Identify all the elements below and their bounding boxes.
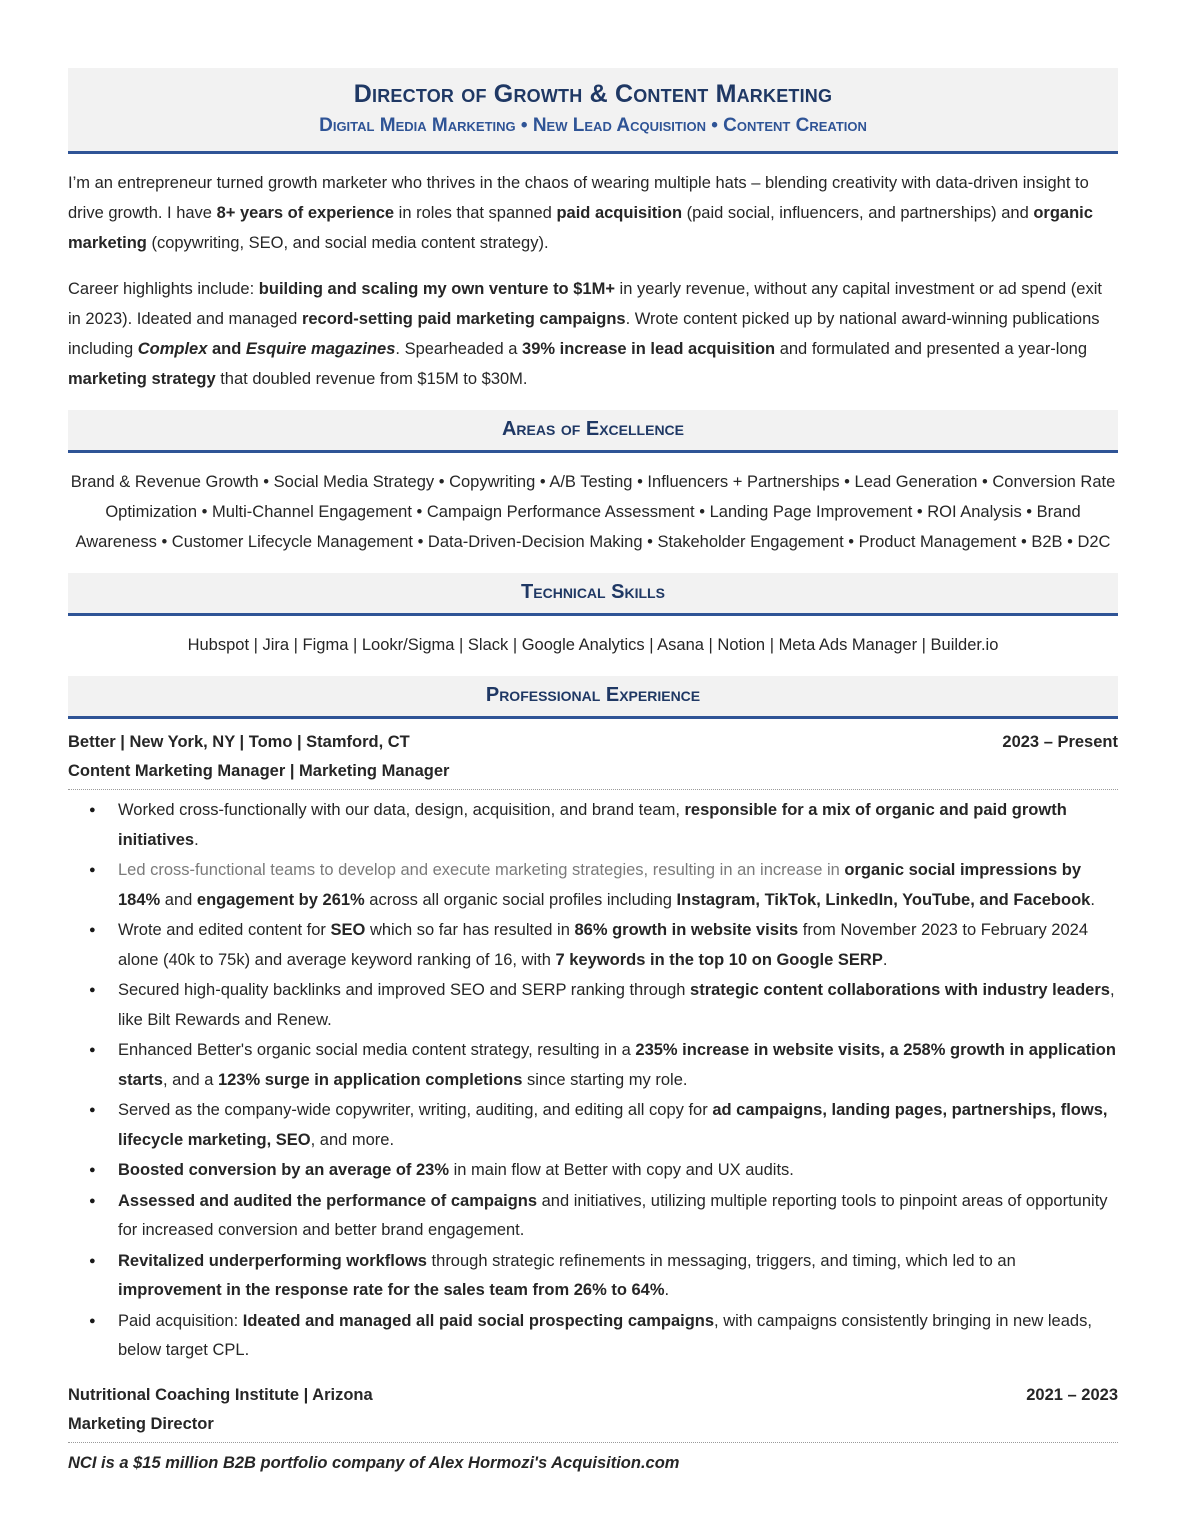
text-run: and formulated and presented a year-long [775,340,1087,358]
bullet-item [68,1307,1118,1366]
text-run: across all organic social profiles including [364,890,677,909]
text-run: Assessed and audited the performance of campaigns [118,1191,538,1210]
bullet-item [68,1156,1118,1186]
text-run: Paid acquisition: [118,1311,243,1330]
text-run: in roles that spanned [394,204,557,222]
job-dates: 2021 – 2023 [1026,1385,1118,1404]
text-run: record-setting paid marketing campaigns [301,310,626,328]
page-title: Director of Growth & Content Marketing [353,80,833,108]
company-line: Nutritional Coaching Institute | Arizona [68,1385,373,1404]
company-note [68,1449,1118,1477]
text-run: Complex [137,340,208,358]
job-nci [68,1380,1118,1477]
text-run: responsible for a mix of organic and paid growth initiatives [118,801,1067,849]
text-run: . Wrote content picked up by national award-winning publications including [68,310,1100,358]
bullet-item [68,1247,1118,1306]
text-run: organic social impressions by 184% [118,861,1081,909]
text-run: in main flow at Better with copy and UX audits. [449,1161,794,1179]
technical-skills-list: Hubspot | Jira | Figma | Lookr/Sigma | Slack | Google Analytics | Asana | Notion | Meta Ads Manager | Builder.io [187,636,999,654]
section-band-experience [68,676,1118,719]
text-run: 123% surge in application completions [218,1070,523,1089]
job-header-row [68,1380,1118,1410]
text-run: which so far has resulted in [365,921,575,939]
text-run: (copywriting, SEO, and social media content strategy). [146,234,549,252]
text-run: . [664,1281,670,1299]
section-band-skills [68,573,1118,616]
text-run: , with campaigns consistently bringing in new leads, below target CPL. [118,1311,1092,1359]
text-run: NCI is a $15 million B2B portfolio company of Alex Hormozi's Acquisition.com [68,1453,680,1472]
text-run: . [194,830,199,849]
text-run: in yearly revenue, without any capital investment or ad spend (exit in 2023). Ideated and managed [68,280,1102,328]
text-run: and [160,890,197,909]
text-run: . [1090,890,1095,909]
text-run: 235% increase in website visits, a 258% growth in application starts [118,1041,1116,1089]
text-run: Led cross-functional teams to develop and execute marketing strategies, resulting in an increase in [118,861,845,879]
text-run: Served as the company-wide copywriter, writing, auditing, and editing all copy for [118,1101,713,1119]
text-run: Worked cross-functionally with our data, design, acquisition, and brand team, [118,801,685,819]
bullet-item [68,1036,1118,1095]
role-line: Marketing Director [68,1414,214,1433]
text-run: and initiatives, utilizing multiple reporting tools to pinpoint areas of opportunity for increased conversion and better brand engagement. [118,1191,1108,1239]
summary-paragraph-2 [68,274,1118,394]
text-run: organic marketing [68,204,1093,252]
text-run: I’m an entrepreneur turned growth marketer who thrives in the chaos of wearing multiple hats – blending creativity with data-driven insight to drive growth. I have [68,174,1089,222]
text-run: from November 2023 to February 2024 alone (40k to 75k) and average keyword ranking of 16, with [118,921,1089,969]
text-run: and [207,340,246,358]
text-run: 8+ years of experience [216,204,395,222]
bullet-item [68,976,1118,1035]
text-run: , like Bilt Rewards and Renew. [118,981,1115,1029]
bullet-item [68,1187,1118,1246]
text-run: building and scaling my own venture to $1M+ [258,280,615,298]
job-better [68,727,1118,1366]
header-band [68,68,1118,154]
bullet-item [68,796,1118,855]
job-dates: 2023 – Present [1002,733,1118,751]
text-run: Instagram, TikTok, LinkedIn, YouTube, and Facebook [676,890,1091,909]
text-run: that doubled revenue from $15M to $30M. [215,370,528,388]
bullet-item [68,1096,1118,1155]
text-run: 39% increase in lead acquisition [522,340,776,358]
text-run: 7 keywords in the top 10 on Google SERP [555,950,883,969]
text-run: since starting my role. [522,1070,688,1089]
dotted-divider [68,1442,1118,1443]
professional-experience-title: Professional Experience [485,684,701,706]
company-line: Better | New York, NY | Tomo | Stamford, CT [68,733,410,751]
job-bullets [68,796,1118,1366]
role-line: Content Marketing Manager | Marketing Manager [68,762,450,780]
text-run: Career highlights include: [68,280,259,298]
summary-paragraph-1 [68,168,1118,258]
text-run: improvement in the response rate for the sales team from 26% to 64% [118,1281,665,1299]
text-run: , and more. [310,1130,395,1149]
text-run: paid acquisition [556,204,683,222]
text-run: through strategic refinements in messaging, triggers, and timing, which led to an [426,1251,1016,1270]
dotted-divider [68,789,1118,790]
text-run: Revitalized underperforming workflows [118,1251,427,1270]
areas-of-excellence-list: Brand & Revenue Growth • Social Media Strategy • Copywriting • A/B Testing • Influencers + Partnerships • Lead Generation • Conversion Rate Optimization • Multi-Channel Engagement • Campaign Performance Assessment • Landing Page Improvement • ROI Analysis • Brand Awareness • Customer Lifecycle Management • Data-Driven-Decision Making • Stakeholder Engagement • Product Management • B2B • D2C [70,473,1116,551]
bullet-item [68,916,1118,975]
text-run: 86% growth in website visits [574,921,799,939]
areas-of-excellence-title: Areas of Excellence [501,418,685,440]
text-run: Enhanced Better's organic social media content strategy, resulting in a [118,1041,636,1059]
text-run: Ideated and managed all paid social prospecting campaigns [242,1311,715,1330]
text-run: Esquire magazines [245,340,396,358]
text-run: Boosted conversion by an average of 23% [118,1161,450,1179]
text-run: , and a [162,1070,218,1089]
bullet-item [68,856,1118,915]
text-run: Secured high-quality backlinks and improved SEO and SERP ranking through [118,981,691,999]
text-run: ad campaigns, landing pages, partnerships, flows, lifecycle marketing, SEO [118,1101,1108,1149]
job-header-row [68,727,1118,757]
text-run: Wrote and edited content for [118,921,331,939]
section-band-areas [68,410,1118,453]
text-run: SEO [330,921,366,939]
technical-skills-title: Technical Skills [521,581,665,603]
text-run: marketing strategy [68,370,216,388]
text-run: . Spearheaded a [395,340,523,358]
text-run: (paid social, influencers, and partnerships) and [682,204,1034,222]
text-run: . [882,950,888,969]
text-run: strategic content collaborations with industry leaders [690,981,1110,999]
page-subtitle: Digital Media Marketing • New Lead Acquisition • Content Creation [319,115,867,136]
text-run: engagement by 261% [196,890,365,909]
